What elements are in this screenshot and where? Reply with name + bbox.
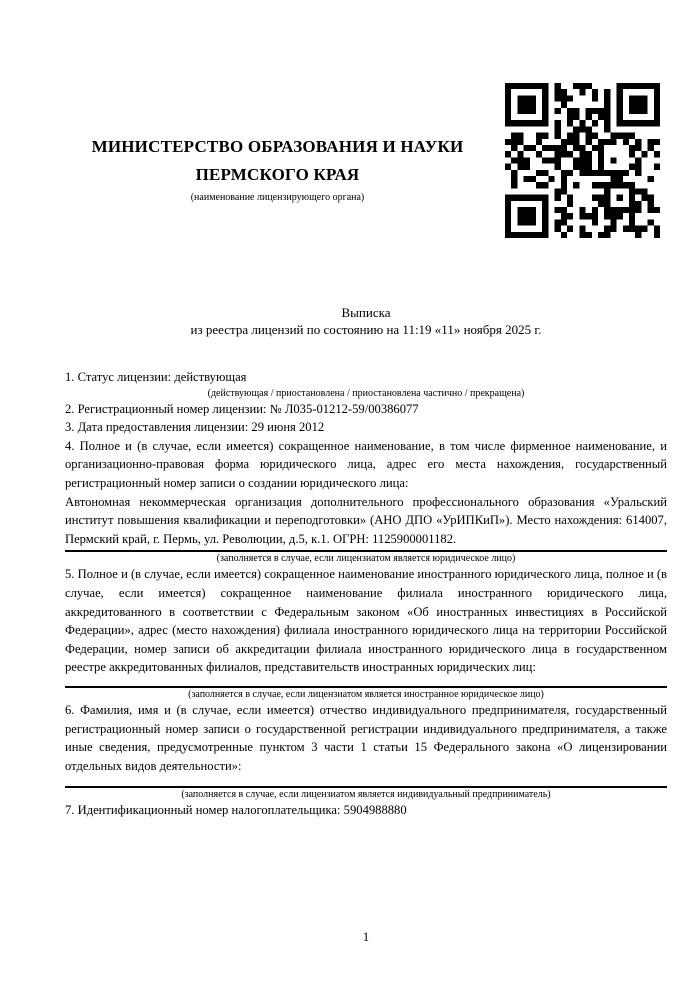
- document-title: [65, 304, 667, 338]
- item-6-caption: (заполняется в случае, если лицензиатом является индивидуальный предприниматель): [181, 789, 551, 801]
- ministry-header: [65, 133, 490, 204]
- item-4-caption: (заполняется в случае, если лицензиатом является юридическое лицо): [216, 553, 516, 565]
- item-5-foreign-entity-label: 5. Полное и (в случае, если имеется) сокращенное наименование иностранного юридического лица, полное и (в случае, если имеется) сокращенное наименование филиала иностранного юридического лица, аккредитованного в соответствии с Федеральным законом «Об иностранных инвестициях в Российской Федерации», адрес (место нахождения) филиала иностранного юридического лица на территории Российской Федерации, номер записи об аккредитации филиала иностранного юридического лица в государственном реестре аккредитованных филиалов, представительств иностранных юридических лиц:: [65, 567, 667, 675]
- item-2-registration-number: 2. Регистрационный номер лицензии: № Л035-01212-59/00386077: [65, 401, 419, 416]
- item-5-caption: (заполняется в случае, если лицензиатом является иностранное юридическое лицо): [188, 688, 544, 700]
- page-number: 1: [362, 930, 370, 944]
- licensing-authority-caption: (наименование лицензирующего органа): [190, 192, 365, 203]
- document-body: [65, 368, 667, 820]
- item-3-license-grant-date: 3. Дата предоставления лицензии: 29 июня 2012: [65, 420, 325, 435]
- item-4-legal-entity-value: Автономная некоммерческая организация дополнительного профессионального образования «Уральский институт повышения квалификации и переподготовки» (АНО ДПО «УрИПКиП»). Место нахождения: 614007, Пермский край, г. Пермь, ул. Революции, д.5, к.1. ОГРН: 1125900001182.: [65, 494, 667, 546]
- item-7-taxpayer-id: 7. Идентификационный номер налогоплательщика: 5904988880: [65, 803, 407, 818]
- document-title-line2: из реестра лицензий по состоянию на 11:19 «11» ноября 2025 г.: [190, 322, 542, 337]
- item-1-caption: (действующая / приостановлена / приостановлена частично / прекращена): [207, 387, 525, 399]
- item-6-individual-entrepreneur-label: 6. Фамилия, имя и (в случае, если имеется) отчество индивидуального предпринимателя, государственный регистрационный номер записи о государственной регистрации индивидуального предпринимателя, а также иные сведения, предусмотренные пунктом 3 части 1 статьи 15 Федерального закона «О лицензировании отдельных видов деятельности»:: [65, 702, 667, 773]
- qr-code-image: [505, 83, 660, 238]
- qr-code: [505, 83, 660, 238]
- item-1-license-status: 1. Статус лицензии: действующая: [65, 370, 247, 384]
- ministry-name-line1: МИНИСТЕРСТВО ОБРАЗОВАНИЯ И НАУКИ: [91, 137, 464, 156]
- document-title-line1: Выписка: [341, 305, 391, 320]
- ministry-name-line2: ПЕРМСКОГО КРАЯ: [195, 165, 360, 184]
- item-4-legal-entity-label: 4. Полное и (в случае, если имеется) сокращенное наименование, в том числе фирменное наименование, и организационно-правовая форма юридического лица, адрес его места нахождения, государственный регистрационный номер записи о создании юридического лица:: [65, 438, 667, 490]
